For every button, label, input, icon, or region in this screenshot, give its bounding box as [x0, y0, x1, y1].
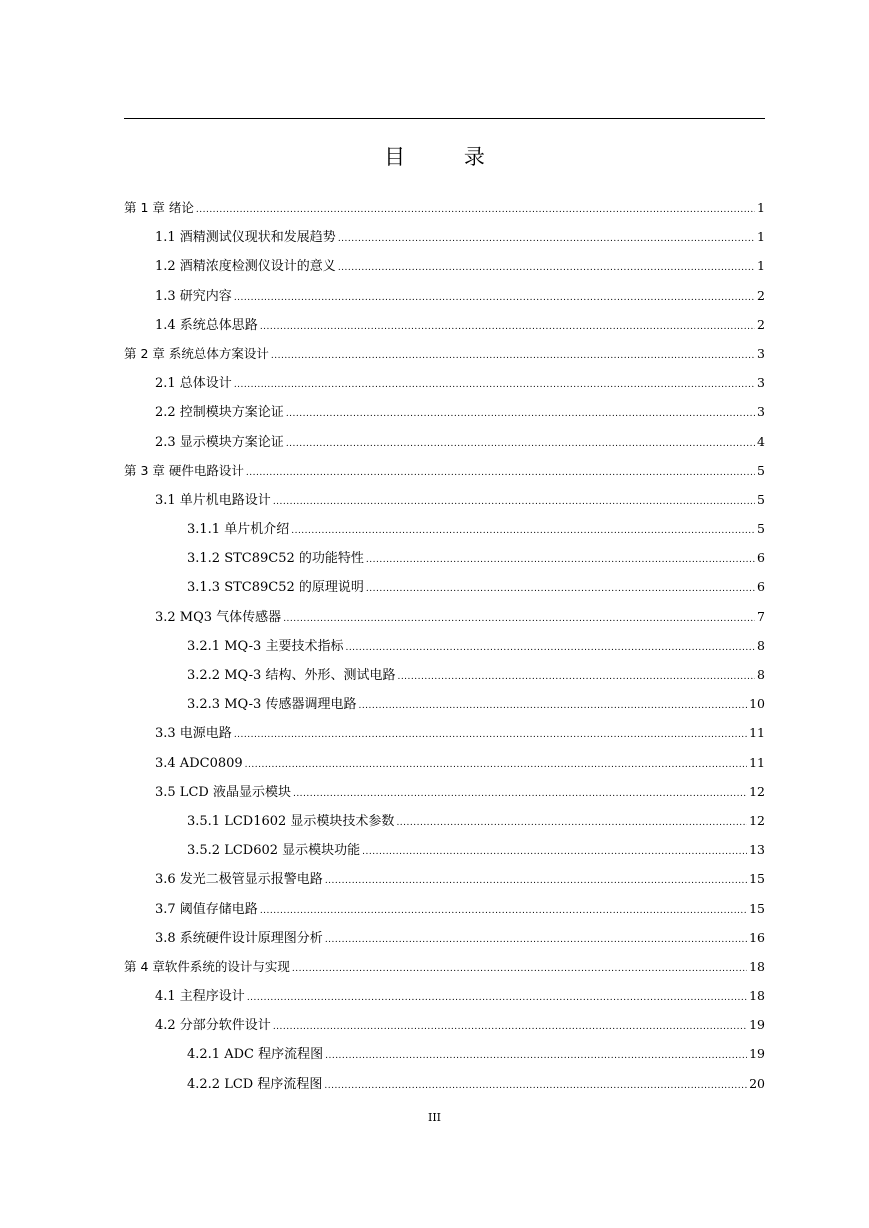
dot-leader — [325, 873, 747, 890]
toc-entry[interactable] — [124, 433, 765, 462]
toc-entry-label: 第 3 章 硬件电路设计 — [124, 462, 244, 478]
toc-entry-label: 3.2.1 MQ-3 主要技术指标 — [187, 638, 344, 654]
toc-entry-page: 8 — [757, 667, 765, 682]
dot-leader — [246, 465, 755, 482]
toc-entry-label: 2.3 显示模块方案论证 — [155, 434, 284, 450]
dot-leader — [286, 436, 755, 453]
toc-entry-label: 4.2.2 LCD 程序流程图 — [187, 1076, 323, 1092]
dot-leader — [234, 727, 747, 744]
toc-entry[interactable] — [124, 783, 765, 812]
toc-entry-page: 1 — [757, 229, 765, 245]
toc-entry[interactable] — [124, 637, 765, 666]
toc-entry[interactable] — [124, 724, 765, 753]
dot-leader — [338, 260, 755, 277]
toc-entry-label: 3.1 单片机电路设计 — [155, 492, 271, 508]
toc-entry[interactable] — [124, 1016, 765, 1045]
toc-entry-page: 3 — [757, 404, 765, 420]
toc-entry[interactable] — [124, 199, 765, 228]
toc-entry[interactable] — [124, 841, 765, 870]
toc-entry-page: 4 — [757, 433, 765, 449]
toc-entry[interactable] — [124, 608, 765, 637]
dot-leader — [286, 406, 755, 423]
page-number: III — [427, 1111, 442, 1124]
dot-leader — [292, 961, 747, 978]
toc-entry-label: 3.8 系统硬件设计原理图分析 — [155, 930, 323, 946]
dot-leader — [293, 786, 747, 803]
toc-entry-label: 1.3 研究内容 — [155, 288, 232, 304]
toc-entry[interactable] — [124, 374, 765, 403]
dot-leader — [260, 319, 755, 336]
toc-entry[interactable] — [124, 870, 765, 899]
toc-entry-label: 3.5.2 LCD602 显示模块功能 — [187, 843, 361, 859]
toc-entry-page: 6 — [757, 550, 765, 566]
dot-leader — [325, 932, 747, 949]
dot-leader — [234, 290, 755, 307]
dot-leader — [358, 698, 747, 715]
toc-entry[interactable] — [124, 549, 765, 578]
toc-entry-page: 12 — [749, 812, 765, 828]
toc-entry[interactable] — [124, 1045, 765, 1074]
dot-leader — [324, 1078, 747, 1095]
toc-entry-page: 11 — [749, 725, 765, 741]
toc-entry[interactable] — [124, 958, 765, 987]
dot-leader — [273, 494, 755, 511]
toc-entry-label: 3.1.2 STC89C52 的功能特性 — [187, 551, 364, 567]
toc-entry-page: 2 — [757, 287, 765, 303]
toc-entry[interactable] — [124, 462, 765, 491]
toc-entry-label: 3.3 电源电路 — [155, 726, 232, 742]
toc-entry[interactable] — [124, 491, 765, 520]
toc-entry[interactable] — [124, 578, 765, 607]
toc-entry-label: 3.5.1 LCD1602 显示模块技术参数 — [187, 813, 395, 829]
toc-entry-page: 19 — [749, 1046, 765, 1062]
toc-entry-label: 3.2.2 MQ-3 结构、外形、测试电路 — [187, 668, 396, 683]
toc-entry[interactable] — [124, 754, 765, 783]
dot-leader — [396, 815, 747, 832]
toc-entry-page: 13 — [749, 842, 765, 858]
toc-entry-label: 3.5 LCD 液晶显示模块 — [155, 784, 291, 800]
toc-entry-page: 5 — [757, 462, 765, 478]
toc-entry-label: 1.1 酒精测试仪现状和发展趋势 — [155, 230, 336, 246]
toc-entry[interactable] — [124, 1075, 765, 1104]
dot-leader — [338, 231, 755, 248]
page-title: 目 录 — [384, 145, 511, 169]
toc-entry[interactable] — [124, 257, 765, 286]
toc-entry-label: 3.6 发光二极管显示报警电路 — [155, 872, 323, 888]
toc-entry[interactable] — [124, 900, 765, 929]
toc-entry[interactable] — [124, 812, 765, 841]
dot-leader — [366, 581, 755, 598]
toc-entry-label: 3.1.3 STC89C52 的原理说明 — [187, 580, 364, 596]
toc-entry-label: 3.4 ADC0809 — [155, 755, 243, 771]
toc-entry-page: 18 — [749, 958, 765, 974]
toc-entry-label: 1.2 酒精浓度检测仪设计的意义 — [155, 259, 336, 275]
toc-entry[interactable] — [124, 666, 765, 695]
dot-leader — [362, 844, 747, 861]
toc-entry-page: 8 — [757, 637, 765, 653]
toc-entry[interactable] — [124, 987, 765, 1016]
toc-entry-page: 18 — [749, 988, 765, 1004]
toc-entry-label: 1.4 系统总体思路 — [155, 317, 258, 333]
toc-entry-page: 15 — [749, 871, 765, 887]
toc-entry-page: 1 — [757, 258, 765, 274]
toc-entry-page: 12 — [749, 783, 765, 799]
dot-leader — [345, 640, 755, 657]
toc-entry-label: 2.1 总体设计 — [155, 376, 232, 392]
dot-leader — [283, 611, 755, 628]
toc-entry-label: 第 2 章 系统总体方案设计 — [124, 345, 269, 361]
toc-entry-label: 3.2.3 MQ-3 传感器调理电路 — [187, 697, 357, 713]
toc-entry-page: 16 — [749, 929, 765, 945]
toc-entry-label: 第 4 章软件系统的设计与实现 — [124, 958, 290, 974]
dot-leader — [291, 523, 755, 540]
toc-entry-label: 2.2 控制模块方案论证 — [155, 405, 284, 421]
toc-entry-page: 1 — [757, 200, 765, 215]
dot-leader — [196, 202, 755, 219]
toc-entry-page: 20 — [749, 1075, 765, 1091]
toc-entry-label: 3.1.1 单片机介绍 — [187, 522, 290, 538]
toc-entry-page: 10 — [749, 696, 765, 712]
toc-entry-page: 5 — [757, 491, 765, 507]
toc-entry[interactable] — [124, 695, 765, 724]
toc-entry-label: 4.2.1 ADC 程序流程图 — [187, 1047, 324, 1063]
toc-entry-page: 3 — [757, 345, 765, 361]
toc-entry-label: 4.2 分部分软件设计 — [155, 1018, 271, 1034]
dot-leader — [247, 990, 747, 1007]
toc-entry-page: 7 — [757, 608, 765, 624]
toc-entry-page: 19 — [749, 1017, 765, 1033]
toc-entry-label: 第 1 章 绪论 — [124, 200, 194, 215]
dot-leader — [397, 669, 755, 686]
dot-leader — [325, 1048, 747, 1065]
toc-entry-page: 6 — [757, 579, 765, 595]
toc-entry-page: 15 — [749, 900, 765, 916]
toc-entry[interactable] — [124, 228, 765, 257]
toc-entry-page: 3 — [757, 375, 765, 391]
table-of-contents — [124, 199, 765, 1104]
toc-entry[interactable] — [124, 287, 765, 316]
dot-leader — [234, 377, 755, 394]
dot-leader — [273, 1019, 747, 1036]
dot-leader — [260, 903, 747, 920]
dot-leader — [366, 552, 755, 569]
header-rule — [124, 118, 765, 119]
toc-entry[interactable] — [124, 929, 765, 958]
toc-entry-label: 3.7 阈值存储电路 — [155, 901, 258, 917]
toc-entry-page: 11 — [749, 754, 765, 770]
toc-entry-page: 2 — [757, 316, 765, 332]
toc-entry-label: 4.1 主程序设计 — [155, 989, 245, 1005]
toc-entry-page: 5 — [757, 521, 765, 537]
toc-entry-label: 3.2 MQ3 气体传感器 — [155, 609, 282, 625]
toc-entry[interactable] — [124, 520, 765, 549]
toc-entry[interactable] — [124, 345, 765, 374]
toc-entry[interactable] — [124, 403, 765, 432]
dot-leader — [271, 348, 755, 365]
toc-entry[interactable] — [124, 316, 765, 345]
dot-leader — [245, 757, 747, 774]
